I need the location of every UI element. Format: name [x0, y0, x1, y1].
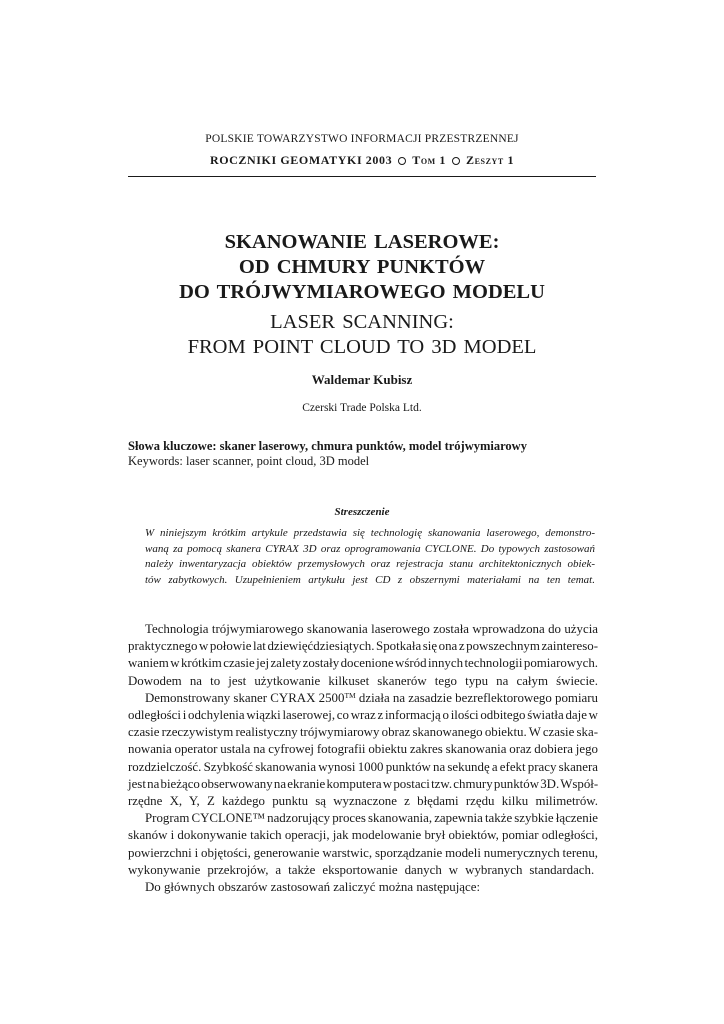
body-line: rzędne X, Y, Z każdego punktu są wyznaczone z błędami rzędu kilku milimetrów.	[128, 794, 598, 809]
title-english-line: FROM POINT CLOUD TO 3D MODEL	[187, 336, 537, 358]
keywords-polish: Słowa kluczowe: skaner laserowy, chmura punktów, model trójwymiarowy	[128, 439, 527, 453]
body-line: Program CYCLONE™ nadzorujący proces skanowania, zapewnia także szybkie łączenie	[145, 811, 598, 826]
abstract-line: należy inwentaryzacja obiektów przemysłowych oraz rejestracja stanu architektonicznych obiek-	[145, 558, 595, 570]
abstract-line: tów zabytkowych. Uzupełnieniem artykułu jest CD z obszernymi materiałami na ten temat.	[145, 573, 595, 586]
society-name: POLSKIE TOWARZYSTWO INFORMACJI PRZESTRZENNEJ	[205, 133, 519, 145]
journal-series-line	[128, 153, 596, 168]
body-line: Technologia trójwymiarowego skanowania laserowego została wprowadzona do użycia	[145, 622, 598, 636]
volume-label: Tom 1	[412, 153, 446, 167]
body-line: rozdzielczość. Szybkość skanowania wynosi 1000 punktów na sekundę a efekt pracy skanera	[128, 759, 598, 774]
body-line: skanów i dokonywanie takich operacji, jak modelowanie brył obiektów, pomiar odległości,	[128, 828, 598, 843]
body-line: powierzchni i objętości, generowanie warstwic, sporządzanie modeli numerycznych terenu,	[128, 845, 598, 860]
abstract-text	[145, 526, 595, 588]
body-line: praktycznego w połowie lat dziewięćdziesiątych. Spotkała się ona z powszechnym zaintereso-	[128, 639, 598, 654]
title-english-line: LASER SCANNING:	[270, 311, 454, 333]
body-text-span: działa na zasadzie bezreflektorowego pomiaru	[355, 690, 598, 705]
title-polish-line: SKANOWANIE LASEROWE:	[224, 231, 500, 253]
title-polish	[128, 230, 596, 305]
body-line: odległości i odchylenia wiązki laserowej, co wraz z informacją o ilości odbitego światła daje w	[128, 708, 598, 723]
abstract-line: waną za pomocą skanera CYRAX 3D oraz oprogramowania CYCLONE. Do typowych zastosowań	[145, 542, 595, 555]
title-english	[128, 310, 596, 360]
body-line: Do głównych obszarów zastosowań zaliczyć można następujące:	[145, 880, 481, 895]
body-line: czasie rzeczywistym realistyczny trójwymiarowy obraz skanowanego obiektu. W czasie ska-	[128, 725, 598, 740]
body-line: jest na bieżąco obserwowany na ekranie komputera w postaci tzw. chmury punktów 3D. Współ-	[128, 776, 599, 791]
keywords-english: Keywords: laser scanner, point cloud, 3D model	[128, 454, 370, 468]
abstract-line: W niniejszym krótkim artykule przedstawia się technologię skanowania laserowego, demonstro-	[145, 527, 595, 539]
header-rule	[128, 176, 596, 177]
body-line: Dowodem na to jest użytkowanie kilkuset skanerów tego typu na całym świecie.	[128, 673, 598, 688]
body-line: nowania operator ustala na cyfrowej fotografii obiektu zakres skanowania oraz dobiera jego	[128, 742, 598, 757]
issue-label: Zeszyt 1	[466, 153, 515, 167]
body-line: waniem w krótkim czasie jej zalety zostały docenione wśród innych technologii pomiarowych.	[128, 656, 598, 671]
body-text	[128, 621, 598, 896]
abstract-heading: Streszczenie	[334, 506, 390, 518]
circle-separator-icon	[452, 157, 460, 165]
keywords-block	[128, 439, 596, 469]
body-line: wykonywanie przekrojów, a także eksportowanie danych w wybranych standardach.	[128, 862, 595, 877]
author-affiliation: Czerski Trade Polska Ltd.	[302, 402, 422, 414]
body-line	[128, 690, 598, 707]
title-polish-line: DO TRÓJWYMIAROWEGO MODELU	[179, 281, 545, 303]
body-text-span: Demonstrowany skaner CYRAX 2500	[145, 690, 345, 705]
trademark-superscript: TM	[344, 690, 356, 700]
circle-separator-icon	[398, 157, 406, 165]
title-polish-line: OD CHMURY PUNKTÓW	[238, 256, 486, 278]
journal-name: ROCZNIKI GEOMATYKI 2003	[209, 153, 393, 167]
author-name: Waldemar Kubisz	[311, 372, 413, 387]
